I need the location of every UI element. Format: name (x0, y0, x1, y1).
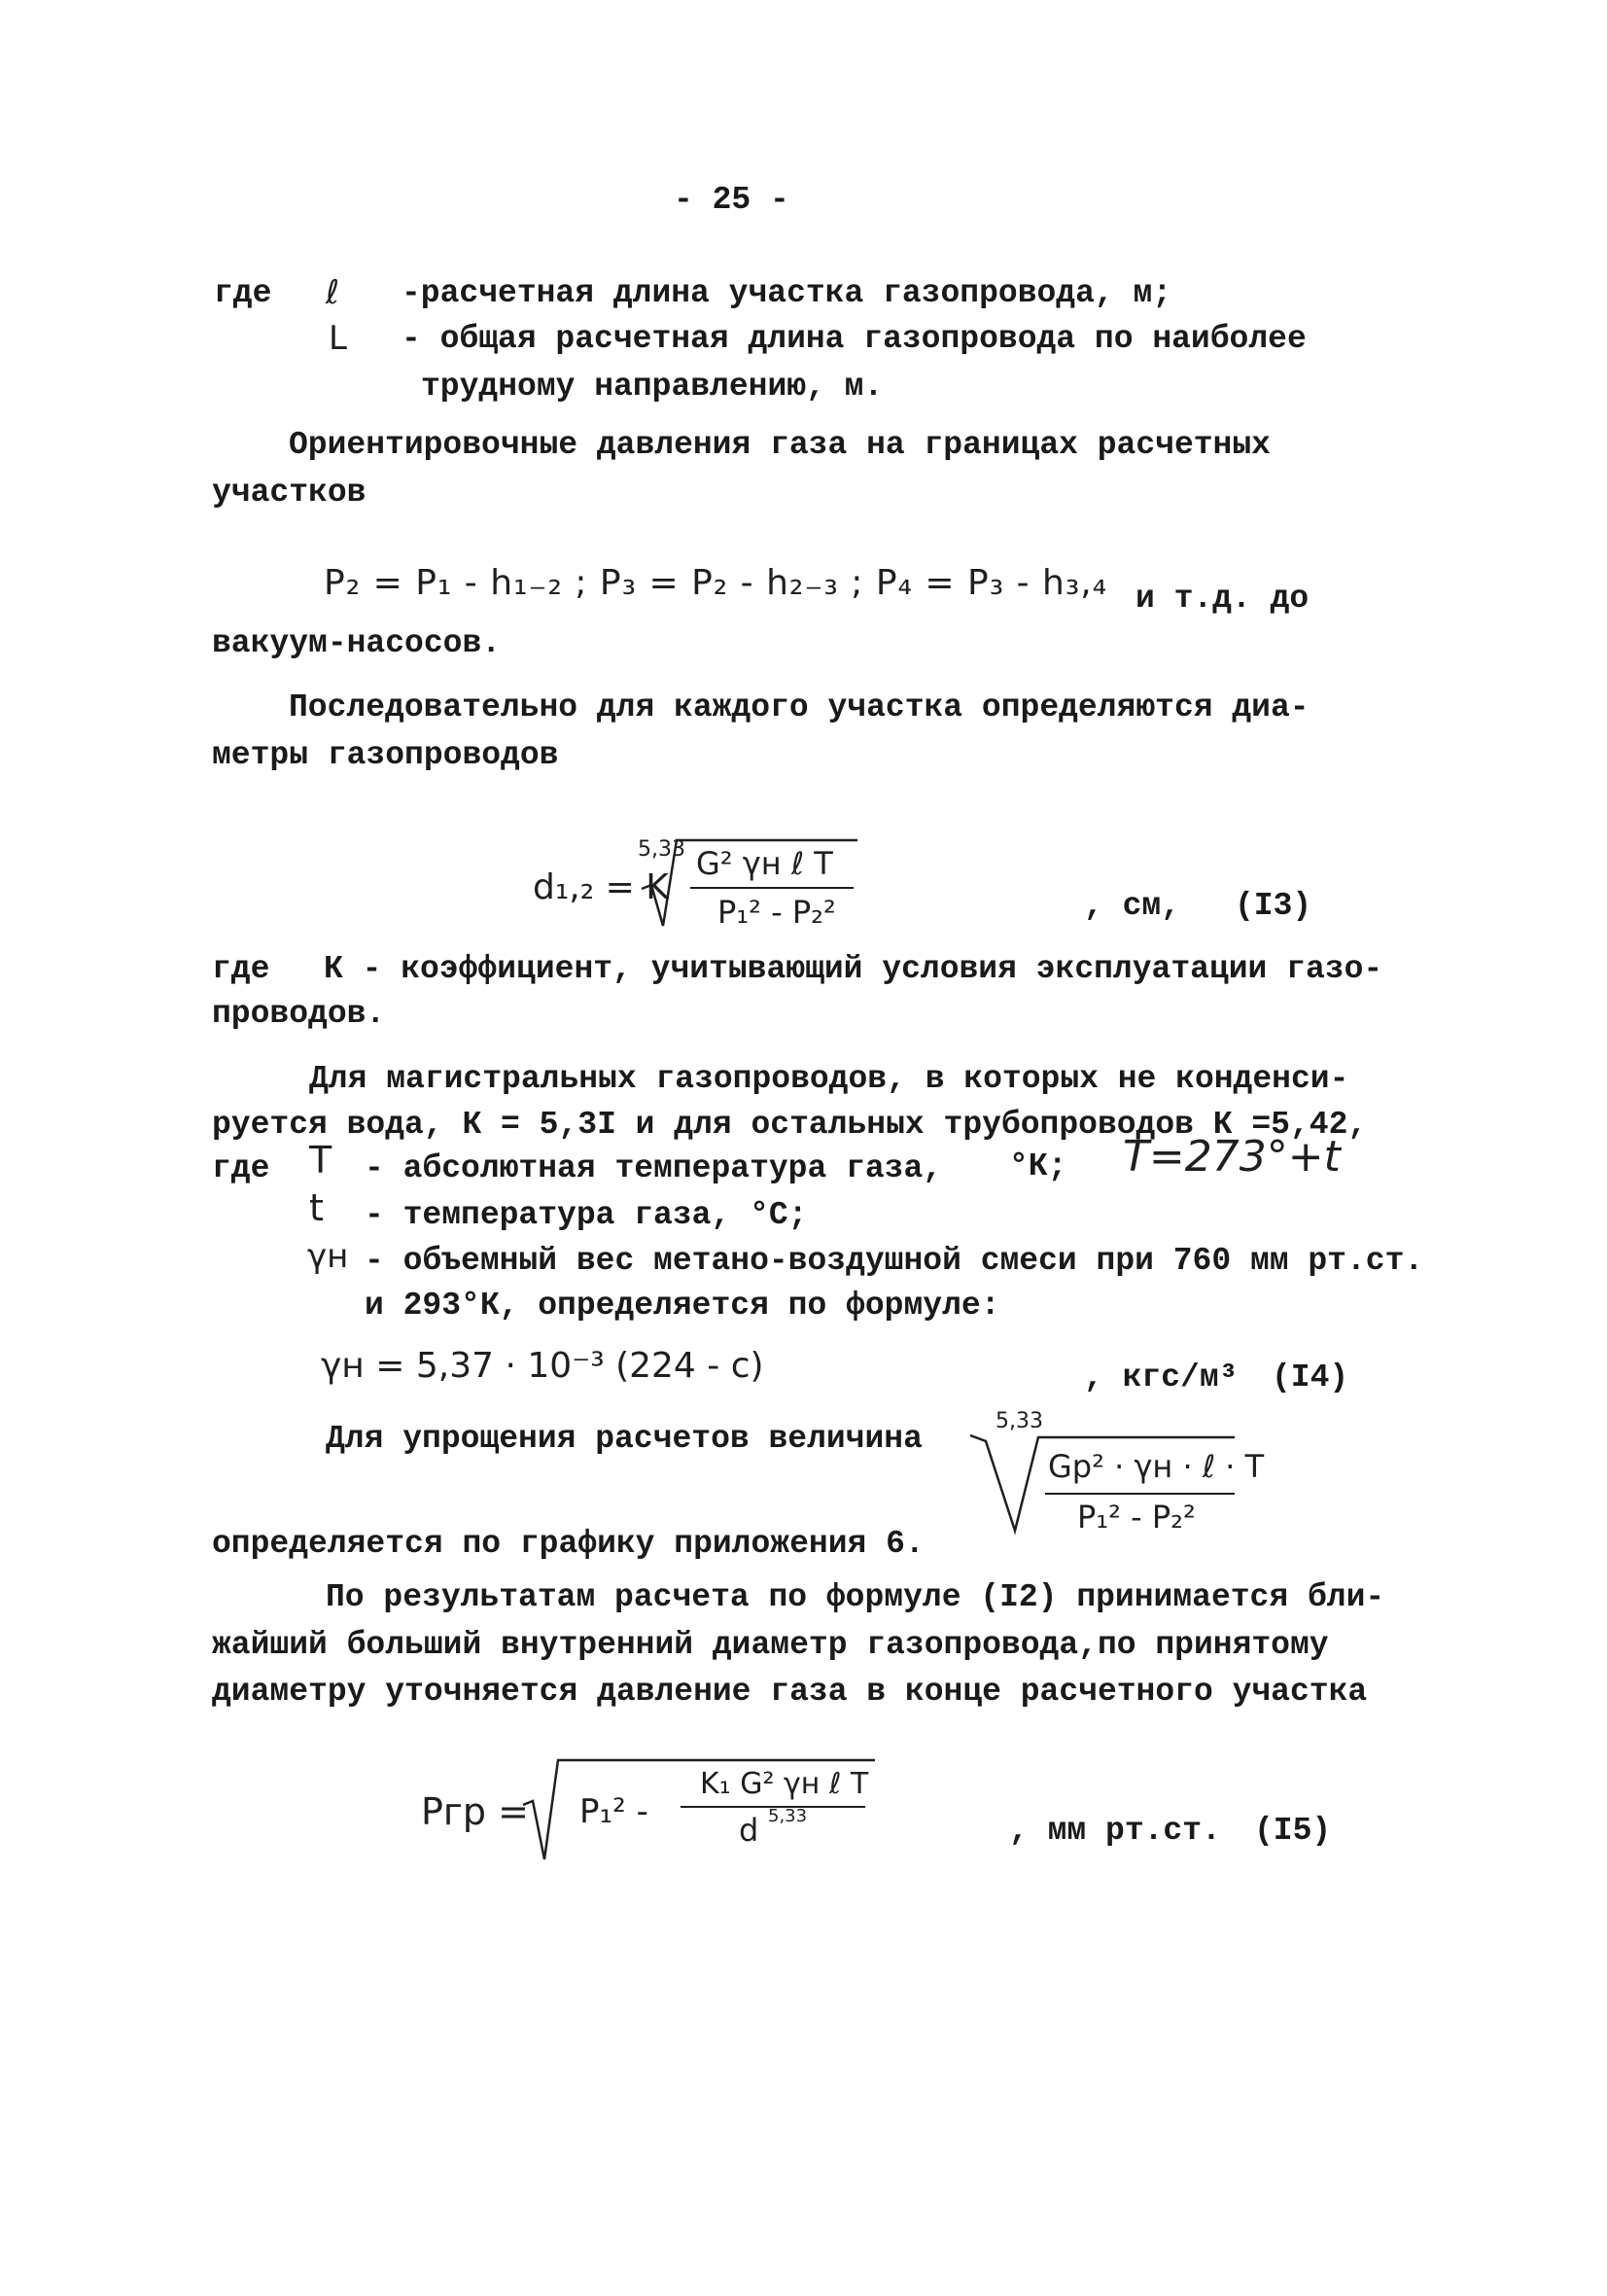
def-L-text-2: трудному направлению, м. (421, 369, 884, 405)
f15-denominator: d (739, 1812, 759, 1849)
f15-lhs: Pгр = (421, 1790, 529, 1833)
symbol-l: ℓ (326, 273, 340, 312)
k-def-2: проводов. (212, 996, 386, 1032)
simplify-text: Для упрощения расчетов величина (326, 1421, 923, 1457)
f14-number: (I4) (1272, 1360, 1349, 1395)
simplify-numerator: Gp² · γн · ℓ · T (1048, 1448, 1265, 1485)
para-magist-2: руется вода, К = 5,3I и для остальных трубопроводов К =5,42, (212, 1107, 1368, 1143)
pressure-tail: и т.д. до (1135, 581, 1310, 617)
symbol-T: T (309, 1139, 332, 1182)
f13-root-index: 5,33 (638, 837, 685, 862)
k-def-1: К - коэффициент, учитывающий условия эксплуатации газо- (324, 951, 1383, 987)
pressure-formula: P₂ = P₁ - h₁₋₂ ; P₃ = P₂ - h₂₋₃ ; P₄ = P₃ - h₃,₄ (324, 563, 1108, 603)
f14-formula: γн = 5,37 · 10⁻³ (224 - c) (321, 1346, 764, 1386)
symbol-gamma: γн (307, 1237, 349, 1276)
para-orient-1: Ориентировочные давления газа на границах расчетных (289, 427, 1271, 463)
pressure-tail-2: вакуум-насосов. (212, 625, 502, 661)
page-number: - 25 - (674, 182, 789, 218)
para-result-3: диаметру уточняется давление газа в конце расчетного участка (212, 1674, 1368, 1710)
simplify-denominator: P₁² - P₂² (1077, 1499, 1196, 1536)
def-L-text-1: - общая расчетная длина газопровода по наиболее (402, 321, 1307, 357)
f15-numerator: K₁ G² γн ℓ T (700, 1767, 869, 1801)
symbol-t: t (309, 1186, 324, 1229)
f13-number: (I3) (1235, 888, 1312, 924)
f15-p1sq: P₁² - (579, 1792, 648, 1831)
f15-unit: , мм рт.ст. (1009, 1813, 1221, 1849)
where-word: где (214, 275, 272, 311)
para-result-2: жайший больший внутренний диаметр газопровода,по принятому (212, 1627, 1329, 1663)
gamma-text-1: - объемный вес метано-воздушной смеси при 760 мм рт.ст. (365, 1243, 1424, 1279)
f15-den-exponent: 5,33 (768, 1806, 808, 1826)
T-unit: °К; (1009, 1148, 1067, 1184)
T-text: - абсолютная температура газа, (365, 1150, 943, 1186)
para-magist-1: Для магистральных газопроводов, в которых не конденси- (309, 1061, 1349, 1097)
f13-numerator: G² γн ℓ T (696, 845, 833, 882)
f13-lhs: d₁,₂ = K (533, 867, 669, 907)
para-seq-1: Последовательно для каждого участка определяются диа- (289, 689, 1310, 725)
f13-fraction-line (690, 887, 854, 889)
f14-unit: , кгс/м³ (1084, 1360, 1239, 1395)
t-text: - температура газа, °С; (365, 1197, 808, 1233)
simplify-text-2: определяется по графику приложения 6. (212, 1526, 925, 1562)
gamma-text-2: и 293°К, определяется по формуле: (365, 1288, 1000, 1324)
symbol-L: L (329, 319, 347, 358)
T-formula: T=273°+t (1123, 1132, 1341, 1182)
para-seq-2: метры газопроводов (212, 737, 559, 773)
where-word-2: где (212, 951, 270, 987)
simplify-fraction-line (1045, 1493, 1235, 1495)
para-result-1: По результатам расчета по формуле (I2) принимается бли- (326, 1579, 1385, 1615)
where-word-3: где (212, 1150, 270, 1186)
f15-number: (I5) (1254, 1813, 1332, 1849)
f13-denominator: P₁² - P₂² (717, 894, 836, 931)
def-l-text: -расчетная длина участка газопровода, м; (402, 275, 1172, 311)
para-orient-2: участков (212, 475, 367, 511)
f13-unit: , см, (1084, 888, 1181, 924)
simplify-root-index: 5,33 (996, 1409, 1043, 1433)
